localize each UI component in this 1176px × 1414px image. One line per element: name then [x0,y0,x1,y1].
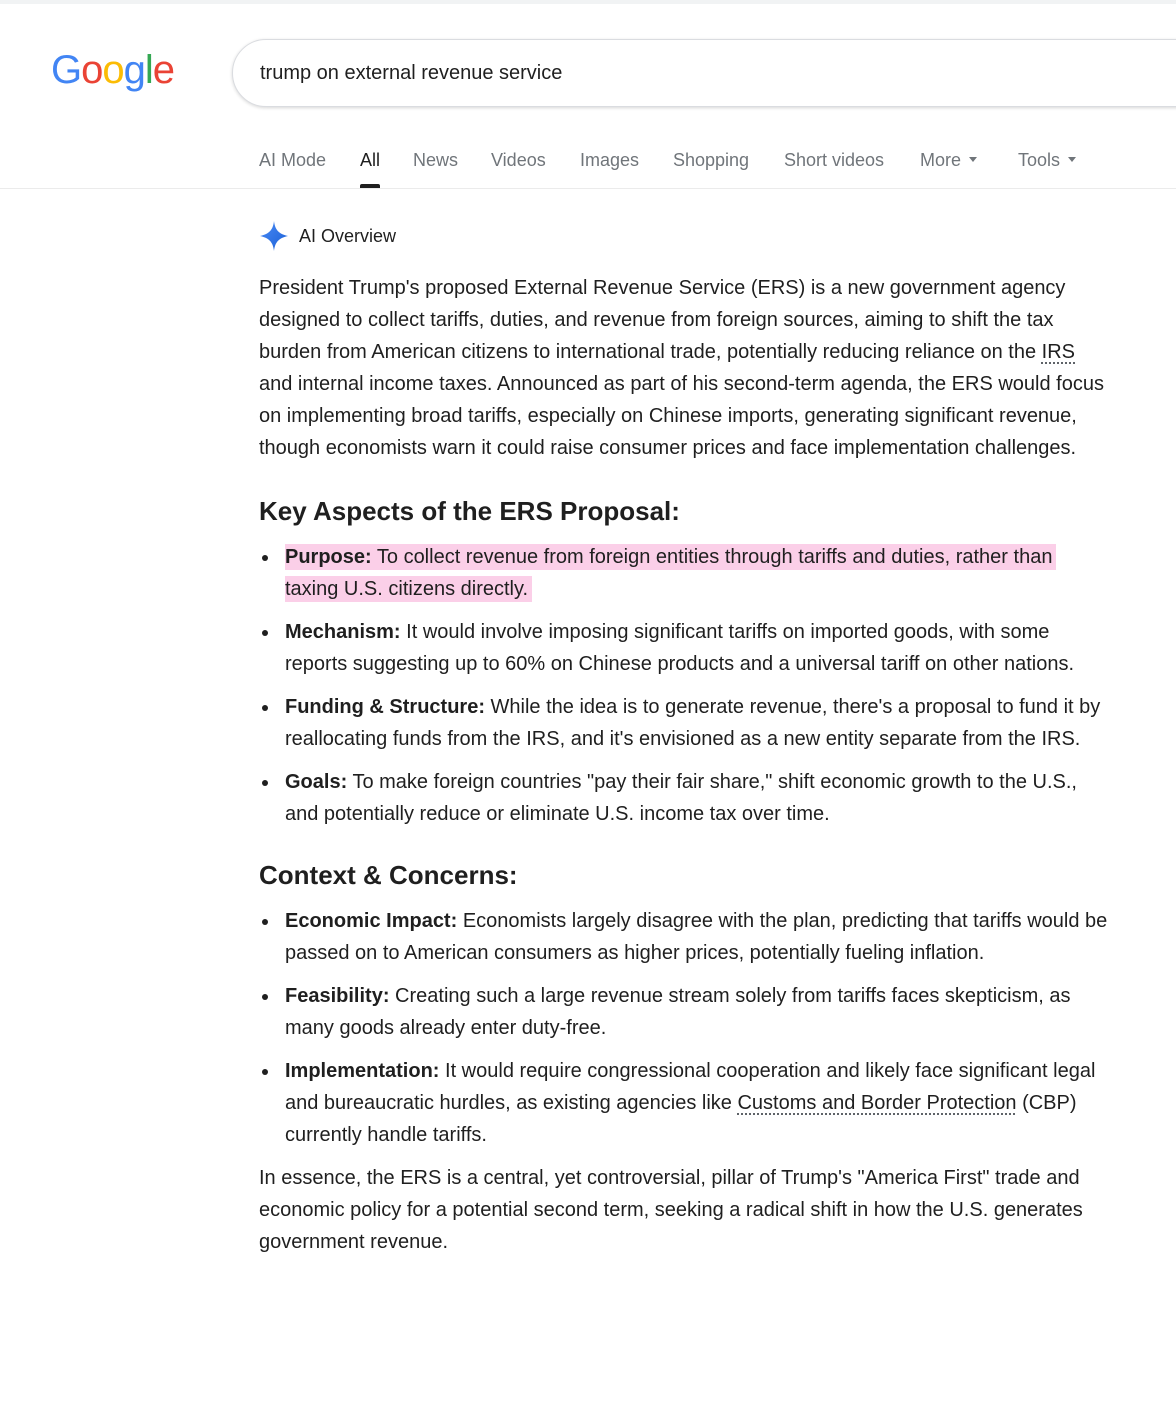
sparkle-icon [258,220,290,252]
cbp-link[interactable]: Customs and Border Protection [737,1092,1017,1114]
tab-label: Videos [491,150,546,170]
search-tabs [0,140,1176,189]
item-term: Economic Impact: [285,910,458,932]
logo-letter: o [102,48,124,92]
item-text: Creating such a large revenue stream solely from tariffs faces skepticism, as many goods already enter duty-free. [285,985,1071,1039]
caret-down-icon [1068,157,1076,162]
list-item [259,691,1109,755]
tab-images[interactable] [580,148,639,172]
tab-short-videos[interactable] [784,148,884,172]
tab-label: Short videos [784,150,885,170]
context-heading: Context & Concerns: [259,860,518,890]
list-item [259,980,1109,1044]
search-input[interactable]: trump on external revenue service [260,62,563,84]
caret-down-icon [969,157,977,162]
overview-summary: In essence, the ERS is a central, yet controversial, pillar of Trump's "America First" trade and economic policy for a potential second term, seeking a radical shift in how the U.S. generates government revenue. [259,1167,1083,1253]
tab-label: Images [580,150,640,170]
tab-videos[interactable] [491,148,546,172]
top-divider [0,0,1176,4]
key-aspects-heading: Key Aspects of the ERS Proposal: [259,496,680,526]
active-tab-indicator [360,184,380,188]
ai-overview-body [259,272,1109,1258]
item-term: Funding & Structure: [285,696,485,718]
tab-all[interactable] [360,148,380,172]
logo-letter: G [51,48,82,92]
item-text: (CBP) currently handle tariffs. [285,1092,1077,1146]
context-list [259,905,1109,1151]
list-item [259,905,1109,969]
list-item [259,541,1109,605]
tab-label: Tools [1018,150,1061,170]
irs-link[interactable]: IRS [1041,341,1076,363]
item-text: It would require congressional cooperation and likely face significant legal and bureaucratic hurdles, as existing agencies like [285,1060,1096,1114]
item-term: Feasibility: [285,985,390,1007]
key-aspects-list [259,541,1109,830]
logo-letter: g [123,48,145,92]
intro-text: President Trump's proposed External Revenue Service (ERS) is a new government agency designed to collect tariffs, duties, and revenue from foreign sources, aiming to shift the tax burden from American citizens to international trade, potentially reducing reliance on the [259,277,1066,363]
ai-overview-label: AI Overview [299,226,397,246]
item-text: While the idea is to generate revenue, there's a proposal to fund it by reallocating funds from the IRS, and it's envisioned as a new entity separate from the IRS. [285,696,1101,750]
tab-label: Shopping [673,150,750,170]
tab-tools[interactable] [1018,148,1076,172]
google-logo[interactable] [51,48,174,92]
logo-letter: e [152,48,175,92]
tab-ai-mode[interactable] [259,148,326,172]
item-term: Implementation: [285,1060,440,1082]
tab-label: News [413,150,459,170]
item-text: To collect revenue from foreign entities through tariffs and duties, rather than taxing U.S. citizens directly. [285,546,1053,600]
logo-letter: l [144,48,153,92]
tab-more[interactable] [920,148,977,172]
tab-shopping[interactable] [673,148,749,172]
highlighted-text [285,544,1056,602]
item-text: Economists largely disagree with the plan, predicting that tariffs would be passed on to American consumers as higher prices, potentially fueling inflation. [285,910,1108,964]
tab-label: All [360,150,381,170]
tab-news[interactable] [413,148,458,172]
list-item [259,1055,1109,1151]
item-term: Purpose: [285,546,372,568]
search-box[interactable] [232,39,1176,107]
item-text: It would involve imposing significant tariffs on imported goods, with some reports suggesting up to 60% on Chinese products and a universal tariff on other nations. [285,621,1075,675]
tab-label: AI Mode [259,150,327,170]
list-item [259,616,1109,680]
intro-text: and internal income taxes. Announced as part of his second-term agenda, the ERS would focus on implementing broad tariffs, especially on Chinese imports, generating significant revenue, though economists warn it could raise consumer prices and face implementation challenges. [259,373,1104,459]
list-item [259,766,1109,830]
item-term: Goals: [285,771,348,793]
tab-label: More [920,150,962,170]
item-term: Mechanism: [285,621,401,643]
overview-intro [259,272,1109,464]
logo-letter: o [81,48,103,92]
item-text: To make foreign countries "pay their fair share," shift economic growth to the U.S., and potentially reduce or eliminate U.S. income tax over time. [285,771,1077,825]
